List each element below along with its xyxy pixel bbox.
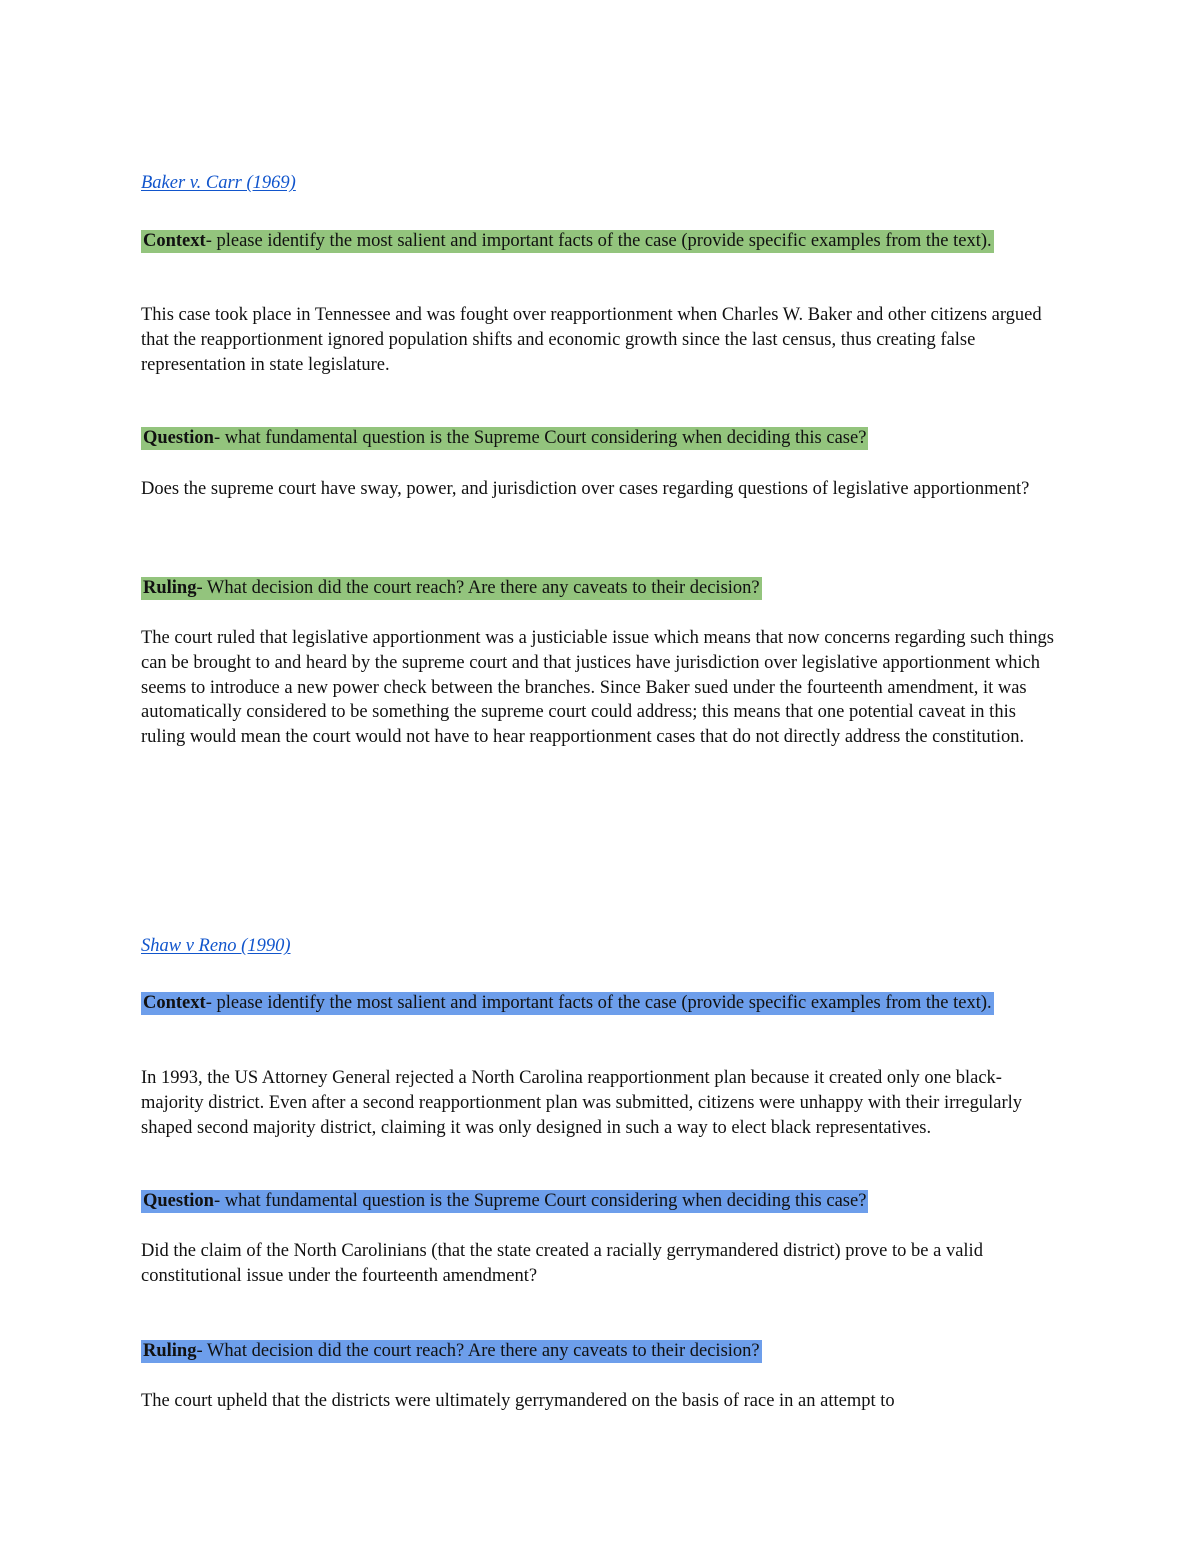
context-label: Context bbox=[143, 993, 206, 1013]
case-title-link[interactable]: Baker v. Carr (1969) bbox=[141, 173, 296, 193]
context-prompt: - please identify the most salient and important facts of the case (provide specific examples from the text). bbox=[205, 231, 992, 251]
context-label: Context bbox=[143, 231, 206, 251]
ruling-heading bbox=[141, 1339, 1061, 1364]
context-highlight bbox=[141, 230, 994, 253]
context-heading bbox=[141, 229, 1061, 254]
case-title-link[interactable]: Shaw v Reno (1990) bbox=[141, 936, 291, 956]
case-title-shaw bbox=[141, 934, 1061, 959]
context-prompt: - please identify the most salient and important facts of the case (provide specific examples from the text). bbox=[205, 993, 992, 1013]
question-heading bbox=[141, 426, 1061, 451]
question-answer: Did the claim of the North Carolinians (that the state created a racially gerrymandered district) prove to be a valid constitutional issue under the fourteenth amendment? bbox=[141, 1241, 983, 1286]
ruling-label: Ruling bbox=[143, 1341, 197, 1361]
case-title-baker bbox=[141, 171, 1061, 196]
question-heading bbox=[141, 1189, 1061, 1214]
ruling-highlight bbox=[141, 577, 762, 600]
question-prompt: - what fundamental question is the Supreme Court considering when deciding this case? bbox=[213, 1191, 867, 1211]
question-label: Question bbox=[143, 1191, 214, 1211]
ruling-prompt: - What decision did the court reach? Are there any caveats to their decision? bbox=[196, 1341, 760, 1361]
ruling-label: Ruling bbox=[143, 578, 197, 598]
context-answer: This case took place in Tennessee and was fought over reapportionment when Charles W. Baker and other citizens argued that the reapportionment ignored population shifts and economic growth since the last census, thus creating false representation in state legislature. bbox=[141, 305, 1042, 375]
context-heading bbox=[141, 991, 1061, 1016]
question-highlight bbox=[141, 1190, 868, 1213]
ruling-highlight bbox=[141, 1340, 762, 1363]
ruling-prompt: - What decision did the court reach? Are there any caveats to their decision? bbox=[196, 578, 760, 598]
question-highlight bbox=[141, 427, 868, 450]
question-answer: Does the supreme court have sway, power, and jurisdiction over cases regarding questions of legislative apportionment? bbox=[141, 479, 1030, 499]
question-label: Question bbox=[143, 428, 214, 448]
ruling-answer: The court ruled that legislative apportionment was a justiciable issue which means that now concerns regarding such things can be brought to and heard by the supreme court and that justices have jurisdiction over legislative apportionment which seems to introduce a new power check between the branches. Since Baker sued under the fourteenth amendment, it was automatically considered to be something the supreme court could address; this means that one potential caveat in this ruling would mean the court would not have to hear reapportionment cases that do not directly address the constitution. bbox=[141, 628, 1054, 748]
ruling-heading bbox=[141, 576, 1061, 601]
question-prompt: - what fundamental question is the Supreme Court considering when deciding this case? bbox=[213, 428, 867, 448]
context-answer: In 1993, the US Attorney General rejected a North Carolina reapportionment plan because it created only one black-majority district. Even after a second reapportionment plan was submitted, citizens were unhappy with their irregularly shaped second majority district, claiming it was only designed in such a way to elect black representatives. bbox=[141, 1068, 1023, 1138]
ruling-answer: The court upheld that the districts were ultimately gerrymandered on the basis of race in an attempt to bbox=[141, 1391, 895, 1411]
context-highlight bbox=[141, 992, 994, 1015]
